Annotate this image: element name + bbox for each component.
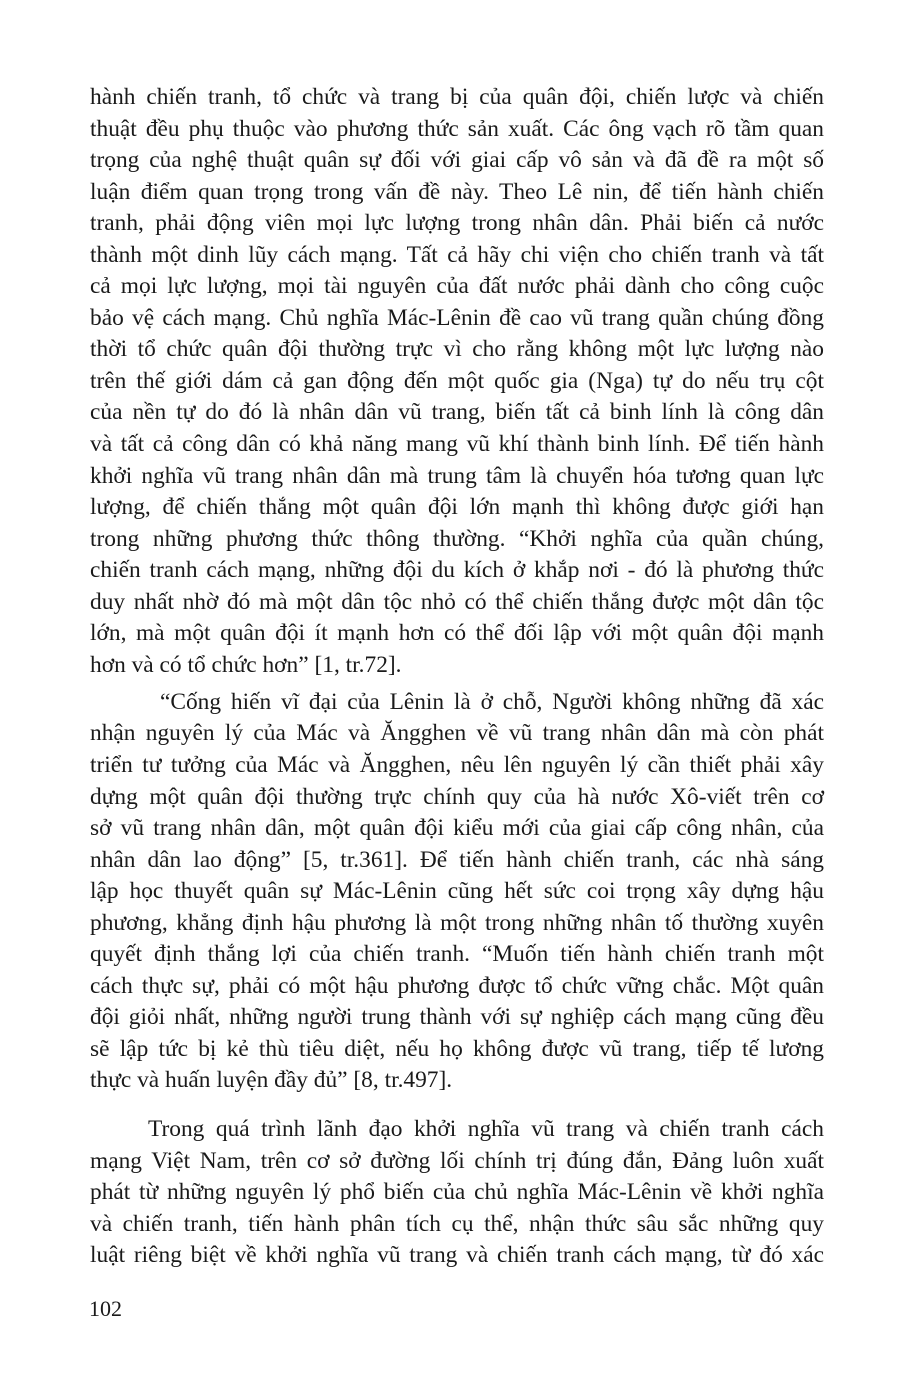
text-line: triển tư tưởng của Mác và Ăngghen, nêu lên nguyên lý cần thiết phải xây bbox=[90, 751, 824, 778]
text-line: duy nhất nhờ đó mà một dân tộc nhỏ có thể chiến thắng được một dân tộc bbox=[90, 588, 824, 615]
text-line: thực và huấn luyện đầy đủ” [8, tr.497]. bbox=[90, 1067, 453, 1094]
text-line: luận điểm quan trọng trong vấn đề này. Theo Lê nin, để tiến hành chiến bbox=[90, 178, 824, 205]
text-line: “Cống hiến vĩ đại của Lênin là ở chỗ, Người không những đã xác bbox=[160, 688, 824, 715]
text-line: và tất cả công dân có khả năng mang vũ khí thành binh lính. Để tiến hành bbox=[90, 431, 824, 458]
page-number: 102 bbox=[89, 1296, 122, 1321]
text-line: lập học thuyết quân sự Mác-Lênin cũng hết sức coi trọng xây dựng hậu bbox=[90, 878, 824, 905]
text-line: thời tổ chức quân đội thường trực vì cho rằng không một lực lượng nào bbox=[90, 336, 824, 363]
text-line: nhận nguyên lý của Mác và Ăngghen về vũ trang nhân dân mà còn phát bbox=[90, 720, 824, 747]
text-line: luật riêng biệt về khởi nghĩa vũ trang và chiến tranh cách mạng, từ đó xác bbox=[90, 1242, 824, 1269]
text-line: mạng Việt Nam, trên cơ sở đường lối chính trị đúng đắn, Đảng luôn xuất bbox=[90, 1147, 824, 1174]
text-line: phát từ những nguyên lý phổ biến của chủ nghĩa Mác-Lênin về khởi nghĩa bbox=[90, 1179, 824, 1206]
text-line: bảo vệ cách mạng. Chủ nghĩa Mác-Lênin đề cao vũ trang quần chúng đồng bbox=[90, 304, 824, 331]
text-line: quyết định thắng lợi của chiến tranh. “Muốn tiến hành chiến tranh một bbox=[90, 941, 824, 968]
text-line: đội giỏi nhất, những người trung thành với sự nghiệp cách mạng cũng đều bbox=[90, 1004, 824, 1031]
text-line: thành một dinh lũy cách mạng. Tất cả hãy chi viện cho chiến tranh và tất bbox=[90, 241, 824, 268]
paragraph-1 bbox=[90, 82, 824, 681]
text-line: sẽ lập tức bị kẻ thù tiêu diệt, nếu họ không được vũ trang, tiếp tế lương bbox=[90, 1035, 824, 1062]
text-line: hành chiến tranh, tổ chức và trang bị của quân đội, chiến lược và chiến bbox=[90, 84, 824, 110]
text-line: nhân dân lao động” [5, tr.361]. Để tiến hành chiến tranh, các nhà sáng bbox=[90, 846, 824, 873]
text-line: trên thế giới dám cả gan động đến một quốc gia (Nga) tự do nếu trụ cột bbox=[90, 367, 824, 394]
text-line: hơn và có tổ chức hơn” [1, tr.72]. bbox=[90, 651, 402, 678]
text-line: khởi nghĩa vũ trang nhân dân mà trung tâm là chuyển hóa tương quan lực bbox=[90, 462, 824, 489]
text-line: Trong quá trình lãnh đạo khởi nghĩa vũ trang và chiến tranh cách bbox=[148, 1116, 824, 1142]
paragraph-2 bbox=[90, 687, 824, 1097]
text-line: phương, khẳng định hậu phương là một trong những nhân tố thường xuyên bbox=[90, 909, 824, 936]
text-line: trong những phương thức thông thường. “Khởi nghĩa của quần chúng, bbox=[90, 525, 824, 552]
text-line: lớn, mà một quân đội ít mạnh hơn có thể đối lập với một quân đội mạnh bbox=[90, 620, 824, 647]
page-body bbox=[90, 82, 824, 1272]
text-line: của nền tự do đó là nhân dân vũ trang, biến tất cả binh lính là công dân bbox=[90, 399, 824, 426]
text-line: sở vũ trang nhân dân, một quân đội kiểu mới của giai cấp công nhân, của bbox=[90, 815, 824, 842]
text-line: thuật đều phụ thuộc vào phương thức sản xuất. Các ông vạch rõ tầm quan bbox=[90, 115, 824, 142]
text-line: cả mọi lực lượng, mọi tài nguyên của đất nước phải dành cho công cuộc bbox=[90, 273, 824, 300]
paragraph-3 bbox=[90, 1114, 824, 1272]
text-line: trọng của nghệ thuật quân sự đối với giai cấp vô sản và đã đề ra một số bbox=[90, 147, 824, 174]
text-line: tranh, phải động viên mọi lực lượng trong nhân dân. Phải biến cả nước bbox=[90, 210, 824, 237]
text-line: dựng một quân đội thường trực chính quy của hà nước Xô-viết trên cơ bbox=[90, 783, 824, 810]
text-line: cách thực sự, phải có một hậu phương được tổ chức vững chắc. Một quân bbox=[90, 972, 824, 999]
text-line: lượng, để chiến thắng một quân đội lớn mạnh thì không được giới hạn bbox=[90, 494, 824, 521]
text-line: chiến tranh cách mạng, những đội du kích ở khắp nơi - đó là phương thức bbox=[90, 557, 824, 584]
text-line: và chiến tranh, tiến hành phân tích cụ thể, nhận thức sâu sắc những quy bbox=[90, 1210, 824, 1237]
